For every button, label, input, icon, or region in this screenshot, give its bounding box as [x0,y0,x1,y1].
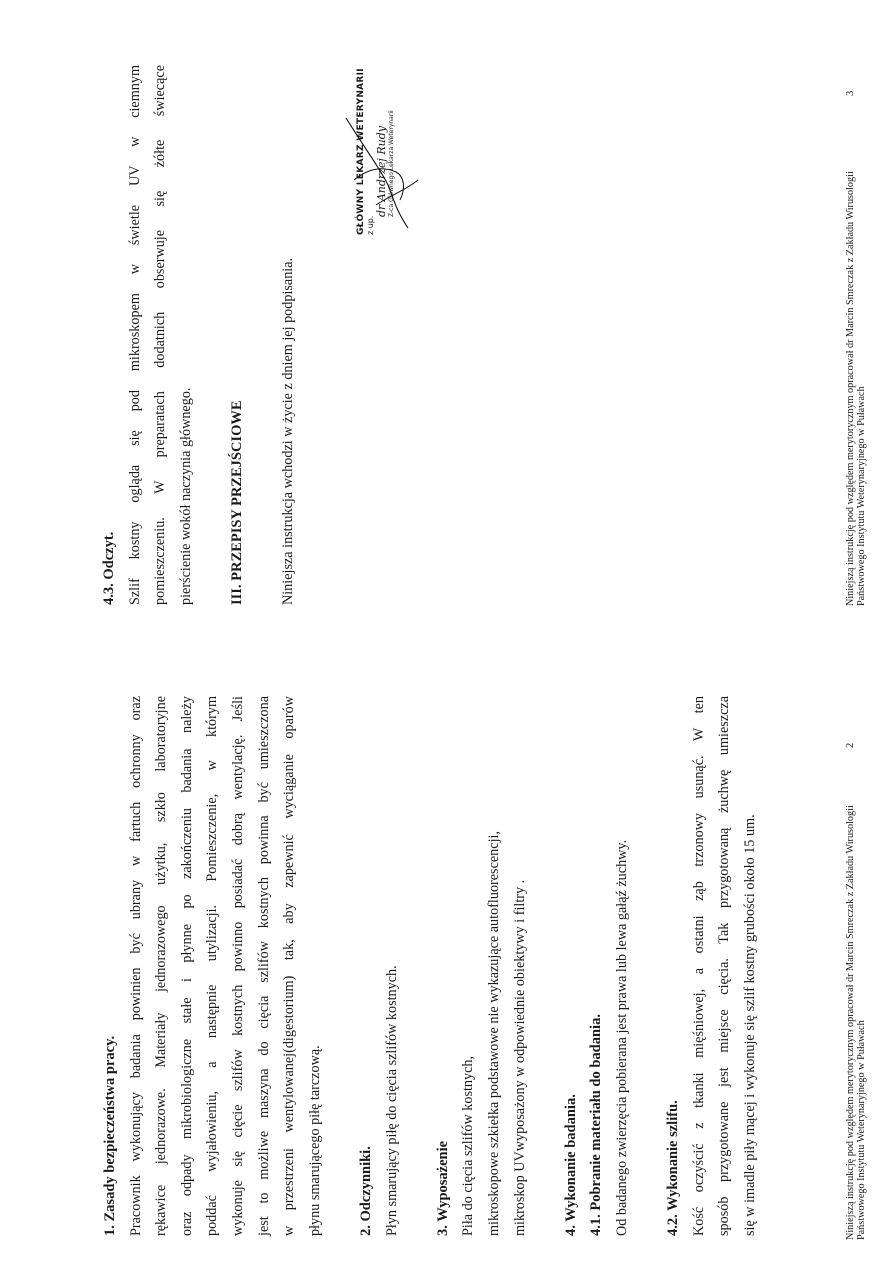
footer-line: Państwowego Instytutu Weterynaryjnego w Puławach [856,1020,867,1240]
s1-line: Pracownik wykonujący badania powinien być ubrany w fartuch ochronny oraz [127,696,144,1236]
s1-line: oraz odpady mikrobiologiczne stałe i płynne po zakończeniu badania należy [178,696,195,1236]
stamp-name: dr Andrzej Rudy [375,126,388,217]
s1-line: jest to możliwe maszyna do cięcia szlifów kostnych powinna być umieszczona [255,696,272,1236]
left-page-body [98,696,763,1236]
s43-line: pomieszczeniu. W preparatach dodatnich obserwuje się żółte świecące [152,65,169,605]
left-page-footer [845,805,867,1240]
s43-line: pierścienie wokół naczynia głównego. [177,387,194,605]
page-number: 3 [845,90,856,96]
footer-line: Państwowego Instytutu Weterynaryjnego w Puławach [856,386,867,606]
section-4-1-heading: 4.1. Pobranie materiału do badania. [588,1014,605,1236]
stamp-role: Z-ca Głównego Lekarza Weterynarii [388,110,395,217]
s43-line: Szlif kostny ogląda się pod mikroskopem w świetle UV w ciemnym [126,65,143,605]
s1-line: poddać wyjałowieniu, a następnie utylizacji. Pomieszczenie, w którym [204,696,221,1236]
right-page-body [97,65,302,605]
footer-line: Niniejszą instrukcję pod względem merytorycznym opracował dr Marcin Smreczak z Zakładu Wirusologii [845,171,856,606]
section-2-heading: 2. Odczynniki. [357,1146,374,1236]
s1-line: w przestrzeni wentylowanej(digestorium) tak, aby zapewnić wyciąganie oparów [281,696,298,1236]
s3-line: mikroskopowe szkiełka podstawowe nie wykazujące autofluorescencji, [485,831,502,1236]
s42-line: Kość oczyścić z tkanki mięśniowej, a ostatni ząb trzonowy usunąć. W ten [690,696,707,1236]
section-1-heading: 1. Zasady bezpieczeństwa pracy. [102,1035,118,1236]
s1-line: wykonuje się cięcie szlifów kostnych powinno posiadać dobrą wentylację. Jeśli [229,696,246,1236]
stamp-title: GŁÓWNY LEKARZ WETERYNARII [356,68,366,235]
s1-line: rękawice jednorazowe. Materiały jednorazowego użytku, szkło laboratoryjne [153,696,170,1236]
section-4-3-heading: 4.3. Odczyt. [101,531,117,605]
s42-line: sposób przygotowane jest miejsce cięcia. Tak przygotowaną żuchwę umieszcza [716,696,733,1236]
section-4-heading: 4. Wykonanie badania. [562,1094,579,1236]
section-3-heading: 3. Wyposażenie [434,1140,451,1236]
s3-line: mikroskop UVwyposażony w odpowiednie obiektywy i filtry . [511,879,528,1236]
s42-line: się w imadle piły mącej i wykonuje się szlif kostny grubości około 15 um. [741,814,758,1236]
section-4-2-heading: 4.2. Wykonanie szlifu. [665,1100,682,1236]
section-iii-heading: III. PRZEPISY PRZEJŚCIOWE [228,400,245,605]
right-page-footer [845,171,867,606]
s41-line: Od badanego zwierzęcia pobierana jest prawa lub lewa gałąź żuchwy. [613,839,630,1236]
s3-line: Piła do cięcia szlifów kostnych, [460,1055,477,1236]
handwritten-signature-icon [336,110,426,240]
footer-line: Niniejszą instrukcję pod względem merytorycznym opracował dr Marcin Smreczak z Zakładu Wirusologii [845,805,856,1240]
s2-line: Płyn smarujący piłę do cięcia szlifów kostnych. [383,965,400,1236]
page-number: 2 [845,742,856,748]
s3-transitional-line: Niniejsza instrukcja wchodzi w życie z dniem jej podpisania. [280,257,297,605]
s1-line: płynu smarującego piłę tarczową. [306,1045,323,1236]
stamp-zup: z up. [366,215,375,235]
